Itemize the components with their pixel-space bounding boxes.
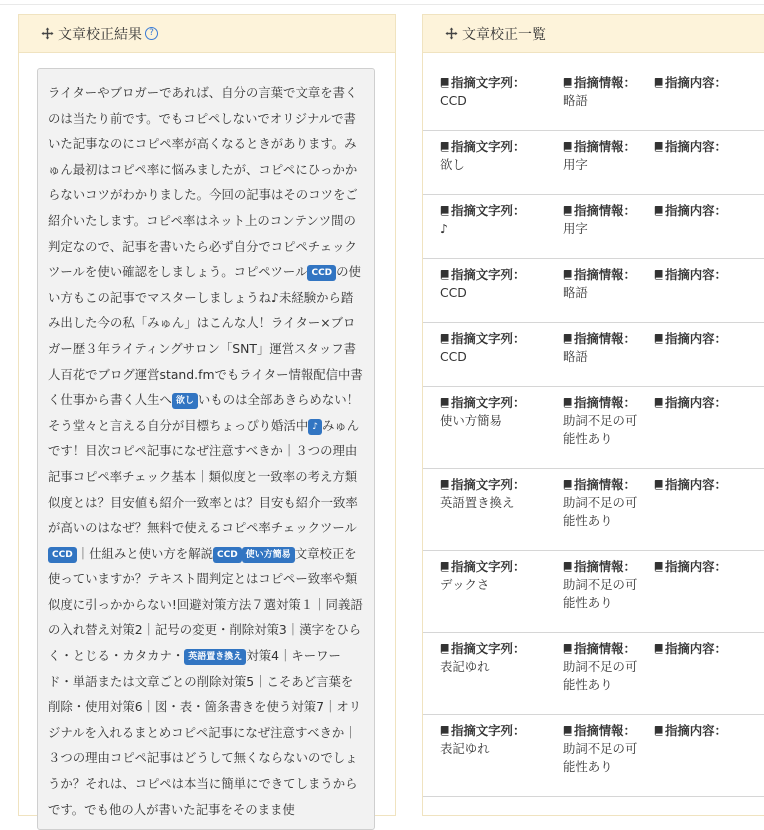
row-content-cell bbox=[654, 640, 764, 658]
label-text: 指摘情報： bbox=[574, 723, 636, 738]
label-text: 指摘情報： bbox=[574, 139, 636, 154]
book-icon bbox=[563, 141, 573, 152]
row-string-cell bbox=[440, 266, 550, 302]
row-string-label bbox=[440, 558, 550, 576]
row-content-label bbox=[654, 266, 764, 284]
book-icon bbox=[654, 205, 664, 216]
book-icon bbox=[654, 333, 664, 344]
row-content-label bbox=[654, 394, 764, 412]
row-content-label bbox=[654, 138, 764, 156]
label-text: 指摘内容： bbox=[665, 139, 727, 154]
row-info-label bbox=[563, 330, 643, 348]
move-icon bbox=[41, 27, 54, 40]
text-segment: の使い方もこの記事でマスターしましょうね♪未経験から踏み出した今の私「みゅん」はこんな人！ライター×ブロガー歴３年ライティングサロン「SNT」運営スタッフ書人百花でブログ運営stand.fmでもライター情報配信中書く仕事から書く人生へ bbox=[48, 264, 363, 408]
row-info-cell bbox=[563, 138, 643, 174]
book-icon bbox=[654, 77, 664, 88]
book-icon bbox=[440, 725, 450, 736]
row-info-value: 略語 bbox=[563, 285, 588, 300]
correction-row[interactable] bbox=[423, 715, 764, 797]
row-string-cell bbox=[440, 74, 550, 110]
book-icon bbox=[654, 141, 664, 152]
row-string-value: CCD bbox=[440, 349, 467, 364]
row-content-cell bbox=[654, 476, 764, 494]
book-icon bbox=[440, 269, 450, 280]
row-info-label bbox=[563, 558, 643, 576]
row-info-cell bbox=[563, 74, 643, 110]
label-text: 指摘内容： bbox=[665, 641, 727, 656]
label-text: 指摘内容： bbox=[665, 723, 727, 738]
row-string-label bbox=[440, 330, 550, 348]
correction-row[interactable] bbox=[423, 323, 764, 387]
book-icon bbox=[563, 725, 573, 736]
row-info-value: 助詞不足の可能性あり bbox=[563, 659, 638, 692]
row-string-cell bbox=[440, 330, 550, 366]
book-icon bbox=[440, 479, 450, 490]
label-text: 指摘内容： bbox=[665, 559, 727, 574]
row-string-label bbox=[440, 640, 550, 658]
correction-row[interactable] bbox=[423, 131, 764, 195]
row-string-cell bbox=[440, 138, 550, 174]
top-divider bbox=[0, 4, 764, 5]
row-info-label bbox=[563, 722, 643, 740]
row-string-value: 英語置き換え bbox=[440, 495, 515, 510]
book-icon bbox=[440, 205, 450, 216]
row-content-cell bbox=[654, 722, 764, 740]
row-content-label bbox=[654, 476, 764, 494]
label-text: 指摘内容： bbox=[665, 75, 727, 90]
highlight-badge[interactable]: 欲し bbox=[172, 393, 198, 409]
label-text: 指摘内容： bbox=[665, 331, 727, 346]
correction-row[interactable] bbox=[423, 633, 764, 715]
row-string-cell bbox=[440, 558, 550, 594]
label-text: 指摘情報： bbox=[574, 331, 636, 346]
row-info-cell bbox=[563, 558, 643, 612]
label-text: 指摘内容： bbox=[665, 203, 727, 218]
row-string-label bbox=[440, 722, 550, 740]
row-string-cell bbox=[440, 476, 550, 512]
row-string-value: CCD bbox=[440, 93, 467, 108]
row-info-value: 略語 bbox=[563, 349, 588, 364]
row-content-cell bbox=[654, 202, 764, 220]
row-info-cell bbox=[563, 266, 643, 302]
label-text: 指摘情報： bbox=[574, 641, 636, 656]
corrected-text-area[interactable] bbox=[37, 68, 375, 830]
label-text: 指摘内容： bbox=[665, 477, 727, 492]
row-info-label bbox=[563, 138, 643, 156]
row-content-label bbox=[654, 558, 764, 576]
correction-list bbox=[423, 67, 764, 797]
book-icon bbox=[654, 269, 664, 280]
label-text: 指摘情報： bbox=[574, 395, 636, 410]
highlight-badge[interactable]: 英語置き換え bbox=[184, 649, 246, 665]
book-icon bbox=[563, 561, 573, 572]
book-icon bbox=[563, 479, 573, 490]
correction-row[interactable] bbox=[423, 387, 764, 469]
label-text: 指摘内容： bbox=[665, 395, 727, 410]
row-info-value: 助詞不足の可能性あり bbox=[563, 741, 638, 774]
highlight-badge[interactable]: CCD bbox=[307, 265, 336, 281]
row-string-value: デックさ bbox=[440, 577, 490, 592]
row-info-cell bbox=[563, 722, 643, 776]
corrected-text bbox=[38, 69, 374, 822]
highlight-badge[interactable]: 使い方簡易 bbox=[242, 547, 295, 563]
row-string-cell bbox=[440, 202, 550, 238]
label-text: 指摘文字列： bbox=[451, 641, 526, 656]
row-info-cell bbox=[563, 394, 643, 448]
label-text: 指摘文字列： bbox=[451, 139, 526, 154]
row-info-value: 用字 bbox=[563, 157, 588, 172]
row-info-value: 助詞不足の可能性あり bbox=[563, 495, 638, 528]
row-string-value: 表記ゆれ bbox=[440, 659, 490, 674]
label-text: 指摘情報： bbox=[574, 477, 636, 492]
row-string-cell bbox=[440, 394, 550, 430]
book-icon bbox=[440, 643, 450, 654]
book-icon bbox=[563, 397, 573, 408]
row-info-cell bbox=[563, 202, 643, 238]
row-content-cell bbox=[654, 330, 764, 348]
row-string-value: ♪ bbox=[440, 221, 448, 236]
text-segment: 文章校正を使っていますか？テキスト間判定とはコピペー致率や類似度に引っかからない!回避対策方法７選対策１｜同義語の入れ替え対策2｜記号の変更・削除対策3｜漢字をひらく・とじる・カタカナ・ bbox=[48, 545, 363, 664]
row-string-value: CCD bbox=[440, 285, 467, 300]
correction-row[interactable] bbox=[423, 195, 764, 259]
row-content-cell bbox=[654, 266, 764, 284]
correction-list-header bbox=[423, 15, 764, 53]
label-text: 指摘文字列： bbox=[451, 477, 526, 492]
text-segment: みゅんです！目次コピペ記事になぜ注意すべきか｜３つの理由記事コピペ率チェック基本｜類似度と一致率の考え方類似度とは？目安値も紹介一致率とは？目安も紹介一致率が高いのはなぜ？無料で使えるコピペ率チェックツール bbox=[48, 417, 360, 536]
book-icon bbox=[563, 269, 573, 280]
correction-list-panel bbox=[422, 14, 764, 816]
row-string-label bbox=[440, 202, 550, 220]
label-text: 指摘情報： bbox=[574, 203, 636, 218]
row-info-label bbox=[563, 476, 643, 494]
label-text: 指摘情報： bbox=[574, 559, 636, 574]
row-info-label bbox=[563, 394, 643, 412]
row-string-cell bbox=[440, 722, 550, 758]
book-icon bbox=[563, 77, 573, 88]
row-string-value: 表記ゆれ bbox=[440, 741, 490, 756]
label-text: 指摘文字列： bbox=[451, 395, 526, 410]
book-icon bbox=[440, 397, 450, 408]
book-icon bbox=[563, 643, 573, 654]
label-text: 指摘文字列： bbox=[451, 203, 526, 218]
correction-result-header bbox=[19, 15, 395, 53]
correction-result-panel bbox=[18, 14, 396, 816]
book-icon bbox=[654, 725, 664, 736]
row-string-label bbox=[440, 74, 550, 92]
text-segment: ｜仕組みと使い方を解説 bbox=[76, 545, 213, 561]
row-content-label bbox=[654, 74, 764, 92]
row-string-label bbox=[440, 266, 550, 284]
row-string-value: 欲し bbox=[440, 157, 465, 172]
text-segment: いものは全部あきらめない！そう堂々と言える自分が目標ちょっぴり婚活中 bbox=[48, 392, 359, 433]
row-info-label bbox=[563, 74, 643, 92]
book-icon bbox=[440, 333, 450, 344]
row-content-label bbox=[654, 202, 764, 220]
correction-result-title: 文章校正結果 bbox=[58, 26, 142, 43]
book-icon bbox=[563, 205, 573, 216]
row-info-label bbox=[563, 640, 643, 658]
label-text: 指摘情報： bbox=[574, 75, 636, 90]
label-text: 指摘文字列： bbox=[451, 331, 526, 346]
row-string-value: 使い方簡易 bbox=[440, 413, 502, 428]
correction-list-title: 文章校正一覧 bbox=[462, 26, 546, 43]
row-content-label bbox=[654, 330, 764, 348]
highlight-badge[interactable]: ♪ bbox=[308, 419, 322, 435]
correction-row[interactable] bbox=[423, 551, 764, 633]
label-text: 指摘文字列： bbox=[451, 75, 526, 90]
label-text: 指摘文字列： bbox=[451, 723, 526, 738]
row-info-value: 用字 bbox=[563, 221, 588, 236]
row-info-label bbox=[563, 202, 643, 220]
text-segment: ライターやブロガーであれば、自分の言葉で文章を書くのは当たり前です。でもコピペしないでオリジナルで書いた記事なのにコピペ率が高くなるときがあります。みゅん最初はコピペ率に悩みましたが、コピペにひっかからないコツがわかりました。今回の記事はそのコツをご紹介いたします。コピペ率はネット上のコンテンツ間の判定なので、記事を書いたら必ず自分でコピペチェックツールを使い確認をしましょう。コピペツール bbox=[48, 85, 358, 280]
move-icon bbox=[445, 27, 458, 40]
row-info-cell bbox=[563, 330, 643, 366]
row-info-value: 略語 bbox=[563, 93, 588, 108]
row-string-cell bbox=[440, 640, 550, 676]
row-info-cell bbox=[563, 476, 643, 530]
correction-row[interactable] bbox=[423, 469, 764, 551]
text-segment: 対策4｜キーワード・単語または文章ごとの削除対策5｜こそあど言葉を削除・使用対策6｜図・表・箇条書きを使う対策7｜オリジナルを入れるまとめコピペ記事になぜ注意すべきか｜３つの理由コピペ記事はどうして無くならないのでしょうか？それは、コピペは本当に簡単にできてしまうからです。でも他の人が書いた記事をそのまま使 bbox=[48, 648, 362, 817]
row-string-label bbox=[440, 138, 550, 156]
book-icon bbox=[440, 77, 450, 88]
row-content-cell bbox=[654, 558, 764, 576]
row-string-label bbox=[440, 476, 550, 494]
label-text: 指摘情報： bbox=[574, 267, 636, 282]
book-icon bbox=[440, 141, 450, 152]
row-content-label bbox=[654, 640, 764, 658]
row-string-label bbox=[440, 394, 550, 412]
label-text: 指摘内容： bbox=[665, 267, 727, 282]
book-icon bbox=[654, 643, 664, 654]
row-info-value: 助詞不足の可能性あり bbox=[563, 413, 638, 446]
correction-row[interactable] bbox=[423, 259, 764, 323]
row-info-value: 助詞不足の可能性あり bbox=[563, 577, 638, 610]
highlight-badge[interactable]: CCD bbox=[213, 547, 242, 563]
row-info-cell bbox=[563, 640, 643, 694]
book-icon bbox=[654, 479, 664, 490]
row-content-cell bbox=[654, 138, 764, 156]
help-icon[interactable]: ? bbox=[145, 27, 158, 40]
correction-row[interactable] bbox=[423, 67, 764, 131]
row-content-label bbox=[654, 722, 764, 740]
label-text: 指摘文字列： bbox=[451, 559, 526, 574]
row-content-cell bbox=[654, 74, 764, 92]
label-text: 指摘文字列： bbox=[451, 267, 526, 282]
book-icon bbox=[440, 561, 450, 572]
highlight-badge[interactable]: CCD bbox=[48, 547, 77, 563]
book-icon bbox=[563, 333, 573, 344]
book-icon bbox=[654, 561, 664, 572]
row-info-label bbox=[563, 266, 643, 284]
book-icon bbox=[654, 397, 664, 408]
row-content-cell bbox=[654, 394, 764, 412]
